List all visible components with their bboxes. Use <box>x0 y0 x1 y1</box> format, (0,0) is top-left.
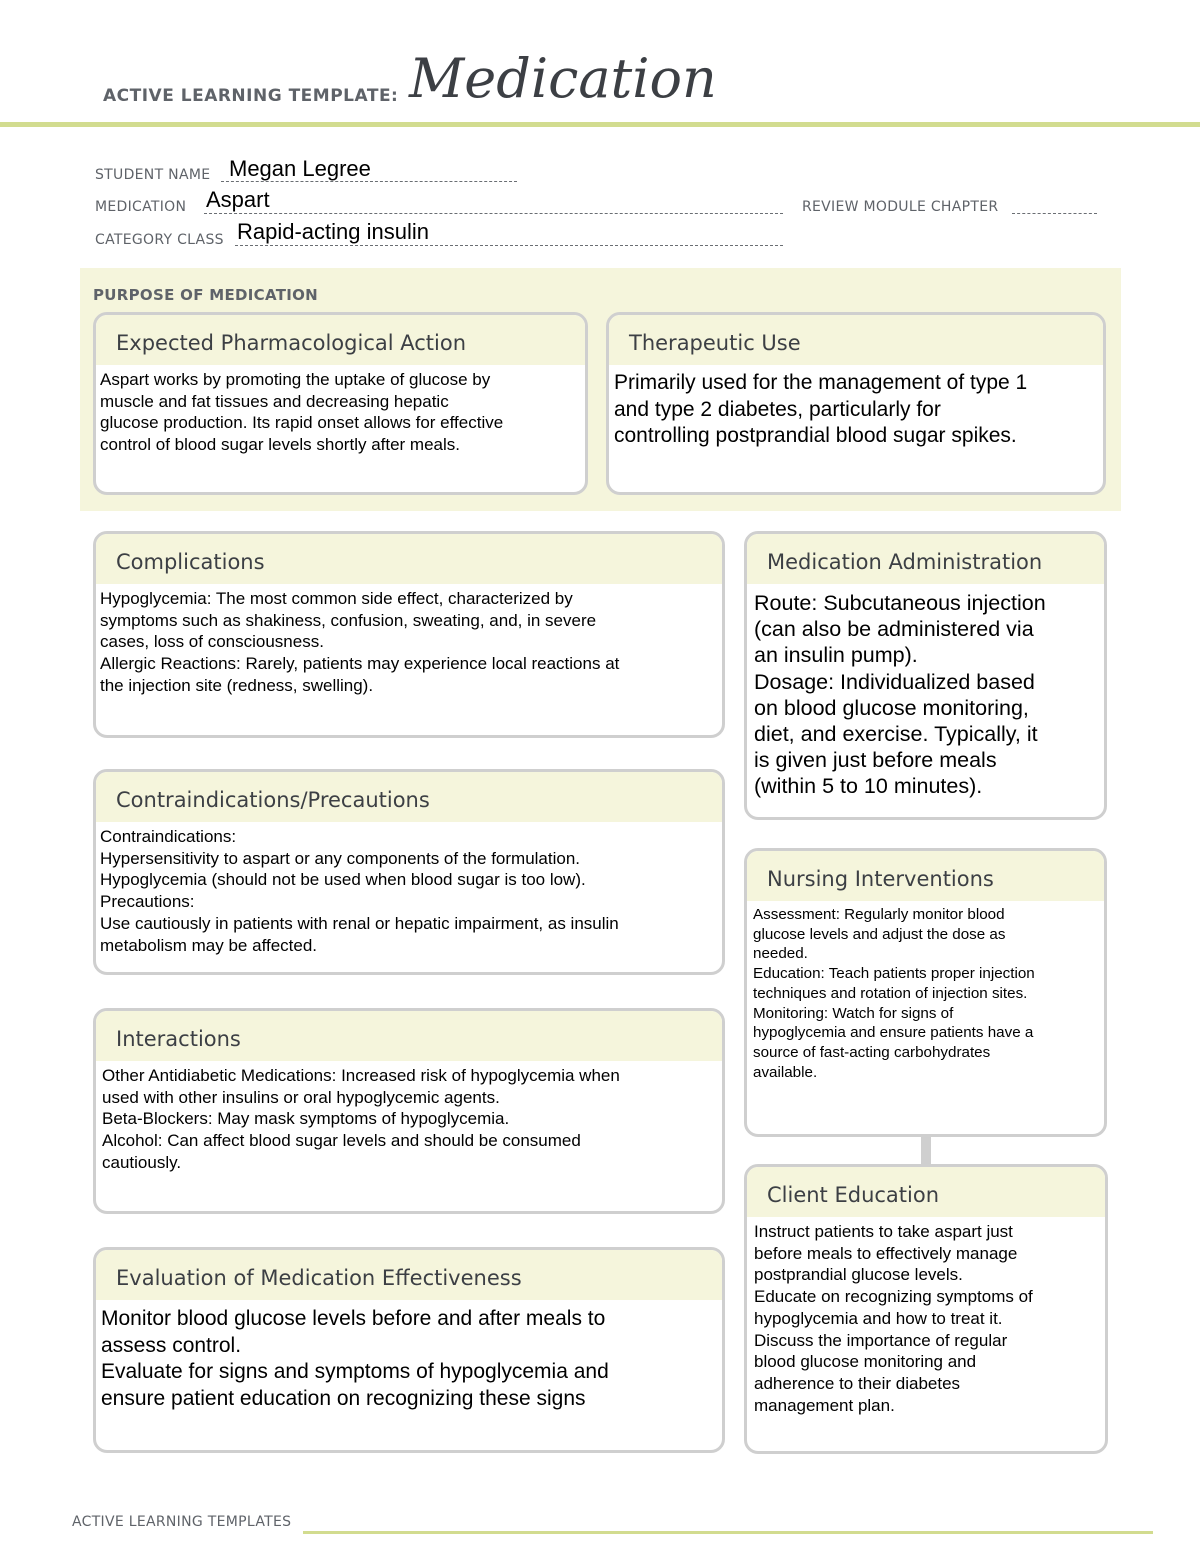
contraindications-box <box>93 769 725 975</box>
interactions-text[interactable]: Other Antidiabetic Medications: Increased risk of hypoglycemia when used with other insulins or oral hypoglycemic agents. Beta-Blockers: May mask symptoms of hypoglycemia. Alcohol: Can affect blood sugar levels and should be consumed cautiously. <box>102 1066 620 1172</box>
category-class-label: CATEGORY CLASS <box>95 232 224 248</box>
administration-title: Medication Administration <box>747 534 1104 584</box>
medication-field[interactable]: Aspart <box>206 187 270 212</box>
contraindications-text[interactable]: Contraindications: Hypersensitivity to aspart or any components of the formulation. Hypoglycemia (should not be used when blood sugar is too low). Precautions: Use cautiously in patients with renal or hepatic impairment, as insulin metabolism may be affected. <box>100 827 619 955</box>
client-education-box <box>744 1164 1108 1454</box>
category-class-line <box>235 245 783 246</box>
evaluation-box <box>93 1247 725 1453</box>
box-connector <box>921 1135 931 1166</box>
client-education-title: Client Education <box>747 1167 1105 1217</box>
footer-rule <box>303 1531 1153 1534</box>
expected-action-text[interactable]: Aspart works by promoting the uptake of glucose by muscle and fat tissues and decreasing hepatic glucose production. Its rapid onset allows for effective control of blood sugar levels shortly after meals. <box>100 370 504 455</box>
administration-box <box>744 531 1107 820</box>
therapeutic-use-box <box>606 312 1106 495</box>
complications-text[interactable]: Hypoglycemia: The most common side effect, characterized by symptoms such as shakiness, confusion, sweating, and, in severe cases, loss of consciousness. Allergic Reactions: Rarely, patients may experience local reactions at the injection site (redness, swelling). <box>100 589 620 695</box>
nursing-interventions-title: Nursing Interventions <box>747 851 1104 901</box>
review-module-field[interactable] <box>1012 213 1097 214</box>
expected-action-box <box>93 312 588 495</box>
student-name-field[interactable]: Megan Legree <box>229 156 371 181</box>
category-class-field[interactable]: Rapid-acting insulin <box>237 219 429 244</box>
student-name-line <box>221 181 517 182</box>
medication-line <box>204 213 783 214</box>
evaluation-title: Evaluation of Medication Effectiveness <box>96 1250 722 1300</box>
purpose-title: PURPOSE OF MEDICATION <box>93 286 319 304</box>
therapeutic-use-text[interactable]: Primarily used for the management of type 1 and type 2 diabetes, particularly for controlling postprandial blood sugar spikes. <box>614 371 1028 447</box>
nursing-interventions-text[interactable]: Assessment: Regularly monitor blood glucose levels and adjust the dose as needed. Education: Teach patients proper injection techniques and rotation of injection sites. Monitoring: Watch for signs of hypoglycemia and ensure patients have a source of fast-acting carbohydrates available. <box>753 906 1035 1081</box>
page-title: Medication <box>409 47 717 110</box>
client-education-text[interactable]: Instruct patients to take aspart just before meals to effectively manage postprandial glucose levels. Educate on recognizing symptoms of hypoglycemia and how to treat it. Discuss the importance of regular blood glucose monitoring and adherence to their diabetes management plan. <box>754 1222 1033 1415</box>
expected-action-title: Expected Pharmacological Action <box>96 315 585 365</box>
interactions-title: Interactions <box>96 1011 722 1061</box>
therapeutic-use-title: Therapeutic Use <box>609 315 1103 365</box>
complications-title: Complications <box>96 534 722 584</box>
review-module-label: REVIEW MODULE CHAPTER <box>802 199 999 215</box>
template-label: ACTIVE LEARNING TEMPLATE: <box>103 86 399 106</box>
medication-label: MEDICATION <box>95 199 187 215</box>
evaluation-text[interactable]: Monitor blood glucose levels before and after meals to assess control. Evaluate for signs and symptoms of hypoglycemia and ensure patient education on recognizing these signs <box>101 1307 609 1410</box>
complications-box <box>93 531 725 738</box>
nursing-interventions-box <box>744 848 1107 1137</box>
interactions-box <box>93 1008 725 1214</box>
contraindications-title: Contraindications/Precautions <box>96 772 722 822</box>
header-rule <box>0 122 1200 127</box>
footer-label: ACTIVE LEARNING TEMPLATES <box>72 1514 292 1530</box>
administration-text[interactable]: Route: Subcutaneous injection (can also be administered via an insulin pump). Dosage: Individualized based on blood glucose monitoring, diet, and exercise. Typically, it is given just before meals (within 5 to 10 minutes). <box>754 591 1046 799</box>
student-name-label: STUDENT NAME <box>95 167 211 183</box>
